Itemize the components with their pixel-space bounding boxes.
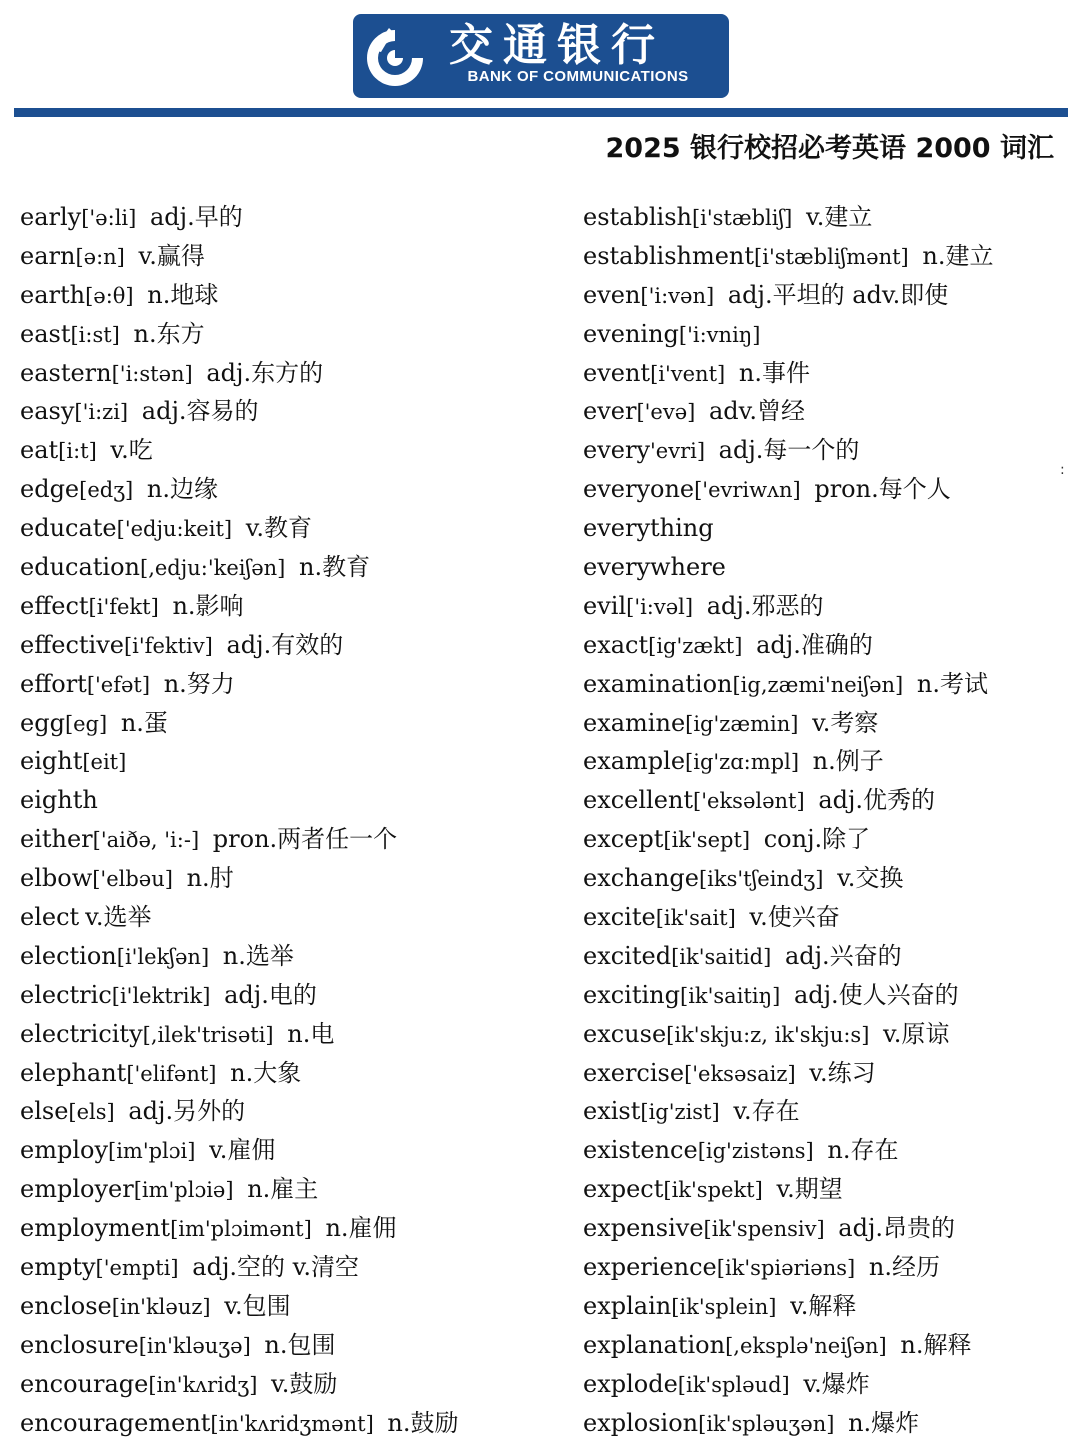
vocab-word: earn <box>20 241 76 270</box>
vocab-entry <box>20 626 560 665</box>
vocab-word: everywhere <box>583 553 726 582</box>
vocab-entry <box>20 937 560 976</box>
vocab-word: edge <box>20 475 80 504</box>
vocab-entry <box>583 548 1063 587</box>
vocab-meaning: n.解释 <box>900 1330 972 1359</box>
vocab-word: educate <box>20 514 117 543</box>
vocab-phonetic: [im'plɔiə] <box>133 1178 234 1203</box>
vocab-phonetic: [ik'spiəriəns] <box>716 1256 856 1281</box>
vocab-word: example <box>583 747 686 776</box>
vocab-entry <box>583 1209 1063 1248</box>
vocab-meaning: adj.容易的 <box>141 397 259 426</box>
vocab-phonetic: [ik'splein] <box>671 1294 777 1319</box>
vocab-meaning: n.例子 <box>812 747 884 776</box>
vocab-phonetic: ['empti] <box>95 1256 179 1281</box>
vocab-word: explain <box>583 1291 672 1320</box>
vocab-phonetic: ['i:vəl] <box>626 594 694 619</box>
vocab-meaning: v.练习 <box>809 1058 876 1087</box>
vocab-entry <box>20 587 560 626</box>
vocab-meaning: adj.每一个的 <box>718 436 860 465</box>
vocab-word: every <box>583 436 650 465</box>
vocab-meaning: v.交换 <box>837 864 904 893</box>
vocab-entry <box>20 548 560 587</box>
vocab-entry <box>20 820 560 859</box>
vocab-word: elbow <box>20 864 93 893</box>
vocab-word: experience <box>583 1253 717 1282</box>
vocab-phonetic: [i'fekt] <box>88 594 159 619</box>
vocab-phonetic: [ik'spləud] <box>677 1372 790 1397</box>
vocab-phonetic: [ik'spensiv] <box>703 1217 825 1242</box>
vocab-meaning: v.考察 <box>812 708 879 737</box>
vocab-entry <box>583 781 1063 820</box>
vocab-meaning: v.吃 <box>110 436 153 465</box>
vocab-word: else <box>20 1097 69 1126</box>
vocab-meaning: n.蛋 <box>120 708 168 737</box>
bank-logo <box>353 14 729 98</box>
vocab-phonetic: [ig,zæmi'neiʃən] <box>732 672 904 697</box>
vocab-word: enclose <box>20 1291 112 1320</box>
vocab-entry <box>20 704 560 743</box>
vocab-phonetic: ['evə] <box>636 400 696 425</box>
vocab-phonetic: ['i:vən] <box>640 283 715 308</box>
vocab-word: everything <box>583 514 714 543</box>
vocab-meaning: adj.有效的 <box>226 630 344 659</box>
vocab-entry <box>20 354 560 393</box>
vocab-phonetic: [i'stæbliʃmənt] <box>754 244 909 269</box>
vocab-entry <box>20 665 560 704</box>
vocab-word: excite <box>583 903 656 932</box>
vocab-entry <box>20 198 560 237</box>
vocab-meaning: n.爆炸 <box>848 1408 920 1437</box>
vocab-entry <box>20 470 560 509</box>
vocab-phonetic: [,edju:'keiʃən] <box>140 556 286 581</box>
vocab-word: eastern <box>20 358 112 387</box>
vocab-phonetic: ['evriwʌn] <box>694 478 801 503</box>
vocab-word: everyone <box>583 475 695 504</box>
vocab-phonetic: [ə:n] <box>75 244 125 269</box>
vocab-meaning: n.地球 <box>147 280 219 309</box>
vocab-entry <box>583 237 1063 276</box>
bank-name-en: BANK OF COMMUNICATIONS <box>467 68 689 85</box>
vocab-word: eight <box>20 747 83 776</box>
vocab-meaning: v.教育 <box>245 514 313 543</box>
vocab-entry <box>20 1170 560 1209</box>
vocab-meaning: adj.兴奋的 <box>784 941 902 970</box>
vocab-word: explanation <box>583 1330 726 1359</box>
vocab-word: enclosure <box>20 1330 139 1359</box>
vocab-meaning: n.包围 <box>264 1330 336 1359</box>
vocab-phonetic: ['elbəu] <box>92 867 173 892</box>
vocab-word: except <box>583 825 664 854</box>
vocab-phonetic: [in'kʌridʒ] <box>148 1372 258 1397</box>
vocab-phonetic: [i'vent] <box>650 361 726 386</box>
vocab-phonetic: ['elifənt] <box>126 1061 217 1086</box>
vocab-entry <box>583 1287 1063 1326</box>
edge-mark: : <box>1060 462 1065 478</box>
vocab-word: excellent <box>583 786 694 815</box>
vocab-entry <box>583 431 1063 470</box>
vocab-phonetic: [eg] <box>64 711 108 736</box>
vocab-entry <box>583 1248 1063 1287</box>
vocab-meaning: pron.两者任一个 <box>212 825 398 854</box>
vocab-meaning: n.边缘 <box>146 475 218 504</box>
vocab-meaning: v.赢得 <box>138 241 205 270</box>
vocab-phonetic: [ik'spləuʒən] <box>698 1411 835 1436</box>
vocab-word: employ <box>20 1136 109 1165</box>
vocab-entry <box>20 1209 560 1248</box>
vocab-entry <box>20 509 560 548</box>
vocab-meaning: n.考试 <box>916 669 988 698</box>
vocab-word: employer <box>20 1175 134 1204</box>
vocab-word: even <box>583 280 641 309</box>
vocab-phonetic: [ig'zɑ:mpl] <box>685 750 800 775</box>
vocab-entry <box>583 626 1063 665</box>
vocab-meaning: adj.电的 <box>224 980 317 1009</box>
vocab-meaning: n.存在 <box>827 1136 899 1165</box>
vocab-meaning: v.原谅 <box>883 1019 950 1048</box>
vocab-entry <box>20 1131 560 1170</box>
vocab-entry <box>583 742 1063 781</box>
vocab-meaning: v.存在 <box>733 1097 800 1126</box>
vocab-phonetic: ['eksəsaiz] <box>684 1061 796 1086</box>
vocab-phonetic: [in'kʌridʒmənt] <box>210 1411 374 1436</box>
vocab-meaning: n.鼓励 <box>387 1408 459 1437</box>
vocab-entry <box>20 431 560 470</box>
vocab-phonetic: [edʒ] <box>79 478 134 503</box>
vocab-phonetic: ['ə:li] <box>81 206 137 230</box>
vocab-word: explosion <box>583 1408 699 1437</box>
vocab-meaning: v.爆炸 <box>803 1369 870 1398</box>
vocab-word: encourage <box>20 1369 149 1398</box>
vocab-entry <box>20 1404 560 1443</box>
vocab-word: elect <box>20 903 80 932</box>
vocab-meaning: v.建立 <box>806 203 873 231</box>
vocab-phonetic: [ik'sait] <box>655 906 736 931</box>
vocab-entry <box>20 1287 560 1326</box>
vocab-entry <box>20 1015 560 1054</box>
vocab-meaning: n.教育 <box>298 553 371 582</box>
vocab-word: expect <box>583 1175 664 1204</box>
vocab-word: evil <box>583 591 627 620</box>
vocab-phonetic: 'evri] <box>650 439 706 464</box>
vocab-phonetic: [i:t] <box>58 439 97 464</box>
vocab-meaning: adj.优秀的 <box>818 786 936 815</box>
vocab-phonetic: [ig'zækt] <box>648 633 743 658</box>
vocab-entry <box>20 898 560 937</box>
vocab-entry <box>583 665 1063 704</box>
vocab-phonetic: [im'plɔimənt] <box>170 1217 312 1242</box>
vocab-meaning: v.使兴奋 <box>749 903 840 932</box>
vocab-meaning: n.电 <box>287 1019 335 1048</box>
vocab-entry <box>583 392 1063 431</box>
vocab-word: establishment <box>583 241 755 270</box>
vocab-meaning: adj.昂贵的 <box>838 1214 956 1243</box>
vocab-meaning: n.影响 <box>172 591 244 620</box>
document-title: 2025 银行校招必考英语 2000 词汇 <box>605 133 1054 164</box>
vocab-entry <box>583 276 1063 315</box>
vocab-column-left <box>20 198 560 1443</box>
vocab-entry <box>583 315 1063 354</box>
vocab-entry <box>583 1170 1063 1209</box>
vocab-entry <box>20 1326 560 1365</box>
vocab-entry <box>583 1092 1063 1131</box>
vocab-phonetic: [iks'tʃeindʒ] <box>698 867 824 892</box>
vocab-word: examination <box>583 669 733 698</box>
vocab-word: exchange <box>583 864 699 893</box>
vocab-word: excited <box>583 941 672 970</box>
vocab-entry <box>583 1326 1063 1365</box>
vocab-word: easy <box>20 397 75 426</box>
vocab-meaning: n.事件 <box>738 358 810 387</box>
vocab-meaning: n.肘 <box>186 864 234 893</box>
vocab-meaning: n.建立 <box>922 241 994 270</box>
vocab-entry <box>583 937 1063 976</box>
vocab-word: electric <box>20 980 112 1009</box>
vocab-phonetic: [in'kləuʒə] <box>138 1333 251 1358</box>
vocab-word: earth <box>20 280 86 309</box>
vocab-phonetic: ['i:stən] <box>111 361 193 386</box>
vocab-entry <box>20 1092 560 1131</box>
vocab-meaning: n.大象 <box>230 1058 302 1087</box>
vocab-word: exciting <box>583 980 680 1009</box>
vocab-meaning: adj.东方的 <box>206 358 324 387</box>
vocab-entry <box>20 1248 560 1287</box>
vocab-meaning: adv.曾经 <box>708 397 805 426</box>
vocab-word: encouragement <box>20 1408 211 1437</box>
vocab-phonetic: [ik'sept] <box>663 828 751 853</box>
vocab-phonetic: [im'plɔi] <box>108 1139 196 1164</box>
vocab-entry <box>583 820 1063 859</box>
vocab-meaning: adj.使人兴奋的 <box>793 980 959 1009</box>
vocab-phonetic: [ə:θ] <box>85 283 134 308</box>
vocab-word: exact <box>583 630 649 659</box>
vocab-word: electricity <box>20 1019 143 1048</box>
vocab-phonetic: ['eksələnt] <box>693 789 805 814</box>
vocab-entry <box>583 1015 1063 1054</box>
vocab-entry <box>583 1404 1063 1443</box>
vocab-phonetic: [in'kləuz] <box>111 1294 211 1319</box>
vocab-entry <box>583 1054 1063 1093</box>
vocab-meaning: n.雇主 <box>247 1175 319 1204</box>
vocab-word: examine <box>583 708 686 737</box>
vocab-phonetic: [i'lekʃən] <box>116 944 210 969</box>
vocab-word: elephant <box>20 1058 127 1087</box>
vocab-entry <box>20 392 560 431</box>
vocab-word: excuse <box>583 1019 667 1048</box>
vocab-meaning: v.期望 <box>776 1175 843 1204</box>
vocab-word: existence <box>583 1136 698 1165</box>
vocab-phonetic: [ik'skju:z, ik'skju:s] <box>666 1022 870 1047</box>
vocab-entry <box>583 470 1063 509</box>
vocab-meaning: v.选举 <box>85 903 152 932</box>
vocab-phonetic: ['i:zi] <box>74 400 129 425</box>
vocab-meaning: n.努力 <box>163 669 235 698</box>
vocab-column-right <box>583 198 1063 1443</box>
vocab-phonetic: ['i:vniŋ] <box>678 322 761 347</box>
vocab-entry <box>20 781 560 820</box>
vocab-word: education <box>20 553 140 582</box>
vocab-phonetic: [ig'zist] <box>640 1100 720 1125</box>
vocab-entry <box>583 976 1063 1015</box>
vocab-meaning: adj.准确的 <box>756 630 873 659</box>
vocab-phonetic: [,eksplə'neiʃən] <box>725 1333 887 1358</box>
vocab-phonetic: [i'fektiv] <box>123 633 213 658</box>
vocab-entry <box>20 237 560 276</box>
vocab-word: explode <box>583 1369 678 1398</box>
vocab-word: establish <box>583 203 692 231</box>
vocab-meaning: adj.早的 <box>149 203 243 231</box>
vocab-meaning: pron.每个人 <box>814 475 951 504</box>
vocab-word: exist <box>583 1097 641 1126</box>
vocab-word: effort <box>20 669 87 698</box>
vocab-entry <box>20 742 560 781</box>
vocab-word: egg <box>20 708 65 737</box>
vocab-word: eighth <box>20 786 98 815</box>
vocab-phonetic: [eit] <box>82 750 127 775</box>
vocab-meaning: n.选举 <box>222 941 294 970</box>
vocab-phonetic: ['edju:keit] <box>116 517 233 542</box>
vocab-phonetic: [i:st] <box>70 322 120 347</box>
vocab-entry <box>583 587 1063 626</box>
vocab-entry <box>583 859 1063 898</box>
vocab-meaning: v.解释 <box>790 1291 857 1320</box>
vocab-phonetic: ['efət] <box>86 672 151 697</box>
vocab-meaning: adj.邪恶的 <box>706 591 824 620</box>
vocab-entry <box>20 976 560 1015</box>
vocab-phonetic: [ik'saitiŋ] <box>680 983 781 1008</box>
vocab-meaning: n.东方 <box>133 319 205 348</box>
vocab-meaning: n.雇佣 <box>325 1214 397 1243</box>
vocab-phonetic: [ik'spekt] <box>663 1178 763 1203</box>
vocab-phonetic: [ig'zæmin] <box>685 711 799 736</box>
vocab-entry <box>583 509 1063 548</box>
vocab-phonetic: [i'stæbliʃ] <box>691 206 793 230</box>
vocab-phonetic: [ik'saitid] <box>671 944 772 969</box>
vocab-entry <box>20 315 560 354</box>
vocab-entry <box>583 704 1063 743</box>
vocab-meaning: v.鼓励 <box>271 1369 338 1398</box>
vocab-word: exercise <box>583 1058 685 1087</box>
vocab-word: east <box>20 319 71 348</box>
vocab-word: early <box>20 203 82 231</box>
vocab-word: empty <box>20 1253 96 1282</box>
vocab-meaning: v.雇佣 <box>209 1136 276 1165</box>
vocab-entry <box>20 1054 560 1093</box>
vocab-word: employment <box>20 1214 171 1243</box>
vocab-word: eat <box>20 436 59 465</box>
vocab-phonetic: [i'lektrik] <box>111 983 211 1008</box>
vocab-word: effect <box>20 591 89 620</box>
vocab-entry <box>20 276 560 315</box>
vocab-entry <box>20 859 560 898</box>
vocab-word: evening <box>583 319 679 348</box>
vocab-entry <box>583 898 1063 937</box>
vocab-word: expensive <box>583 1214 704 1243</box>
vocab-word: effective <box>20 630 124 659</box>
vocab-meaning: adj.平坦的 adv.即使 <box>727 280 949 309</box>
vocab-phonetic: [ig'zistəns] <box>697 1139 814 1164</box>
vocab-entry <box>583 1131 1063 1170</box>
vocab-phonetic: ['aiðə, 'i:-] <box>92 828 200 853</box>
vocab-word: ever <box>583 397 637 426</box>
vocab-meaning: v.包围 <box>224 1291 291 1320</box>
vocab-entry <box>583 198 1063 237</box>
vocab-meaning: conj.除了 <box>763 825 871 854</box>
vocab-word: event <box>583 358 651 387</box>
vocab-meaning: adj.另外的 <box>128 1097 246 1126</box>
bank-name-cn: 交通银行 <box>449 20 665 71</box>
vocab-word: either <box>20 825 93 854</box>
vocab-phonetic: [els] <box>68 1100 115 1125</box>
vocab-entry <box>583 1365 1063 1404</box>
vocab-meaning: n.经历 <box>868 1253 940 1282</box>
vocab-word: election <box>20 941 117 970</box>
vocab-meaning: adj.空的 v.清空 <box>192 1253 359 1282</box>
bank-emblem-icon <box>359 20 431 92</box>
vocab-entry <box>583 354 1063 393</box>
vocab-entry <box>20 1365 560 1404</box>
vocab-phonetic: [,ilek'trisəti] <box>142 1022 274 1047</box>
header-divider <box>14 108 1068 117</box>
